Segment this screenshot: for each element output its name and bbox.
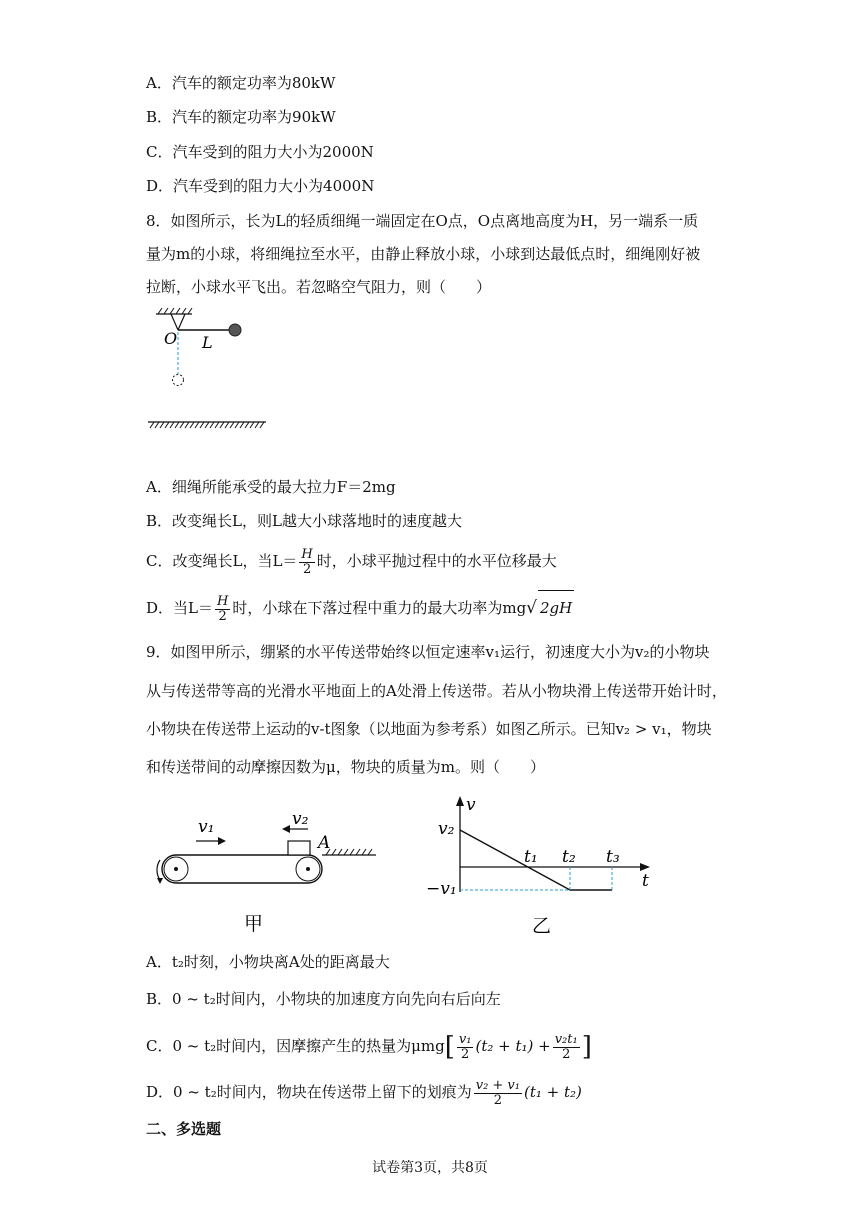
section-title: 二、多选题 [146, 1120, 222, 1138]
caption-yi: 乙 [532, 915, 552, 937]
axis-label-v: v [466, 795, 476, 815]
q7-option-c: C．汽车受到的阻力大小为2000N [146, 143, 374, 161]
q9-stem-line-4: 和传送带间的动摩擦因数为μ，物块的质量为m。则（ ） [146, 758, 545, 776]
dashed-ball-icon [173, 375, 184, 386]
q8-option-a: A．细绳所能承受的最大拉力F＝2mg [146, 478, 396, 496]
label-l: L [202, 333, 213, 352]
q8-stem-line-3: 拉断，小球水平飞出。若忽略空气阻力，则（ ） [146, 278, 492, 296]
axis-label-t: t [642, 871, 649, 891]
q8-pendulum-figure [140, 300, 280, 435]
block-icon [288, 841, 310, 855]
q8-stem-line-1: 8．如图所示，长为L的轻质细绳一端固定在O点，O点离地高度为H，另一端系一质 [146, 212, 699, 230]
label-v2: v₂ [292, 809, 309, 829]
rotation-arrow-icon [157, 860, 160, 880]
q9-option-b: B．0 ~ t₂时间内，小物块的加速度方向先向右后向左 [146, 990, 501, 1008]
q9-option-d: D．0 ~ t₂时间内，物块在传送带上留下的划痕为 $\frac{\text{v₂ + v₁}}{2}$ (t₁ + t₂) [146, 1077, 582, 1108]
q8-option-c: C．改变绳长L，当L＝ $\frac{H}{2}$ 时，小球平抛过程中的水平位移最大 [146, 546, 557, 577]
q9-option-a: A．t₂时刻，小物块离A处的距离最大 [146, 953, 390, 971]
label-v1: v₁ [198, 817, 215, 837]
q8-stem-line-2: 量为m的小球，将细绳拉至水平，由静止释放小球，小球到达最低点时，细绳刚好被 [146, 245, 701, 263]
caption-jia: 甲 [244, 913, 264, 935]
q9-vt-graph [420, 792, 670, 942]
tick-label-v2: v₂ [438, 819, 455, 839]
tick-label-neg-v1: −v₁ [426, 879, 457, 899]
label-o: O [164, 329, 178, 348]
q7-option-a: A．汽车的额定功率为80kW [146, 74, 336, 92]
tick-label-t3: t₃ [606, 847, 620, 867]
fraction-h-over-2: $\frac{H}{2}$ [217, 593, 229, 624]
q8-option-d: D．当L＝ $\frac{H}{2}$ 时，小球在下落过程中重力的最大功率为mg√ 2gH [146, 590, 574, 625]
q9-conveyor-figure [140, 800, 390, 945]
tick-label-t2: t₂ [562, 847, 576, 867]
tick-label-t1: t₁ [524, 847, 538, 867]
label-a: A [318, 833, 331, 853]
q7-option-b: B．汽车的额定功率为90kW [146, 108, 336, 126]
q9-stem-line-2: 从与传送带等高的光滑水平地面上的A处滑上传送带。若从小物块滑上传送带开始计时， [146, 682, 727, 700]
q7-option-d: D．汽车受到的阻力大小为4000N [146, 177, 375, 195]
ball-icon [229, 324, 241, 336]
q9-stem-line-3: 小物块在传送带上运动的v-t图象（以地面为参考系）如图乙所示。已知v₂ > v₁，物块 [146, 720, 712, 738]
q9-option-c: C．0 ~ t₂时间内，因摩擦产生的热量为μmg[ $\frac{\text{v₁}}{2}$ (t₂ + t₁) + $\frac{\text{v₂t₁}}{2}$ ] [146, 1031, 592, 1062]
q8-option-b: B．改变绳长L，则L越大小球落地时的速度越大 [146, 512, 462, 530]
fraction-h-over-2: $\frac{H}{2}$ [301, 546, 313, 577]
page-footer: 试卷第3页，共8页 [372, 1160, 488, 1176]
q9-stem-line-1: 9．如图甲所示，绷紧的水平传送带始终以恒定速率v₁运行，初速度大小为v₂的小物块 [146, 643, 710, 661]
